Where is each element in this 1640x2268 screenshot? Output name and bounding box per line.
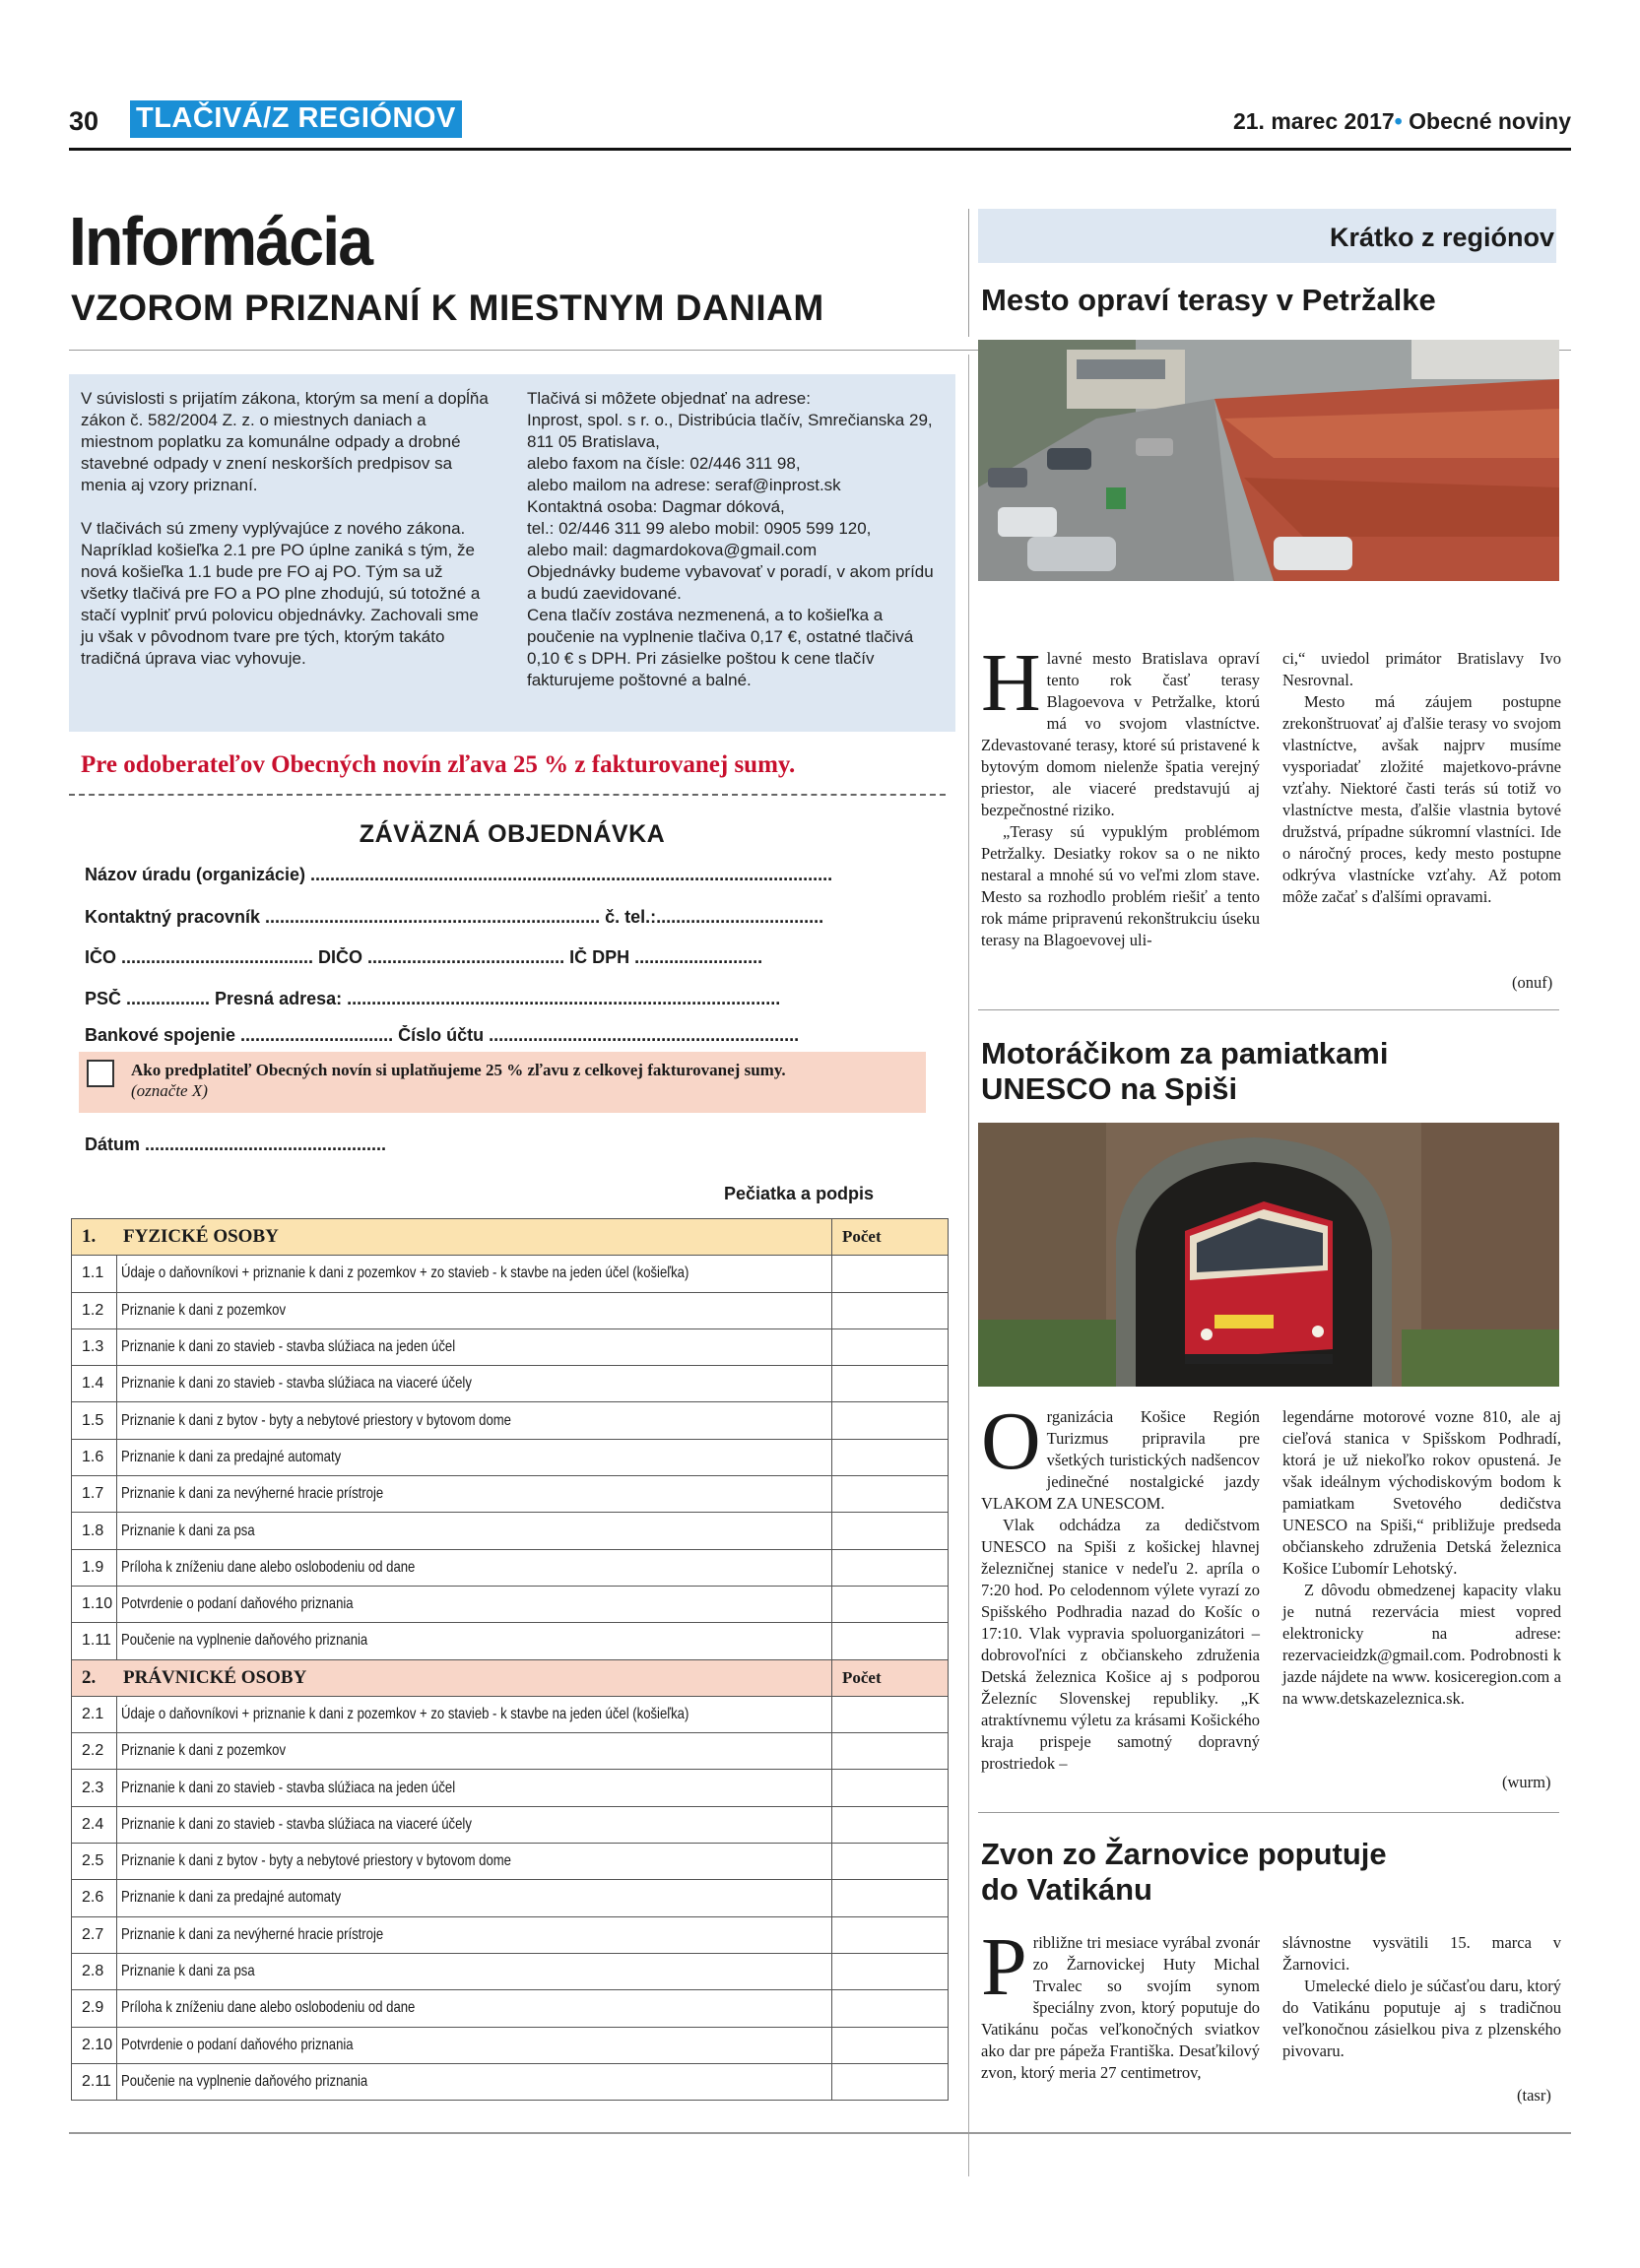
form-description: Potvrdenie o podaní daňového priznania	[121, 1595, 354, 1613]
table-row	[72, 1549, 949, 1586]
count-input[interactable]	[832, 1770, 949, 1806]
form-description-cell	[117, 1880, 832, 1916]
terraces-photo	[978, 340, 1559, 581]
table-row	[72, 1402, 949, 1439]
table-section-header	[72, 1219, 949, 1256]
form-description: Priznanie k dani za nevýherné hracie prístroje	[121, 1925, 384, 1943]
form-description: Priznanie k dani z pozemkov	[121, 1742, 287, 1760]
form-description: Priznanie k dani za predajné automaty	[121, 1889, 342, 1907]
section-number: 2.	[82, 1666, 97, 1688]
order-info-line: Kontaktná osoba: Dagmar dóková,	[527, 497, 785, 516]
article-2-paragraph: Z dôvodu obmedzenej kapacity vlaku je nutná rezervácia miest vopred elektronicky na adrese: rezervacieidzk@gmail.com. Podrobnosti k jazde nájdete na www. kosiceregion.com a na www.detskazeleznica.sk.	[1282, 1581, 1561, 1708]
table-row	[72, 1256, 949, 1292]
count-input[interactable]	[832, 1696, 949, 1732]
article-1-paragraph: Mesto má záujem postupne zrekonštruovať aj ďalšie terasy vo svojom vlastníctve, avšak najprv musíme vysporiadať zložité majetkovo-právne vzťahy. Niektoré časti terás sú totiž vo vlastníctve mesta, ďalšie vlastnia bytové družstvá, prípadne súkromní vlastníci. Ide o náročný proces, kedy mesto postupne odkrýva vlastnícke vzťahy. Až potom môže začať s ďalšími opravami.	[1282, 692, 1561, 906]
order-info-line: Tlačivá si môžete objednať na adrese:	[527, 389, 811, 408]
section-label: TLAČIVÁ/Z REGIÓNOV	[130, 100, 462, 138]
page-number: 30	[69, 106, 99, 136]
article-3-signature: (tasr)	[1517, 2086, 1551, 2105]
form-number: 1.3	[72, 1328, 117, 1365]
header-date: 21. marec 2017	[1232, 108, 1395, 134]
form-description: Priznanie k dani z bytov - byty a nebytové priestory v bytovom dome	[121, 1411, 512, 1429]
article-2-column-1	[981, 1395, 1260, 1775]
article-2-paragraph: legendárne motorové vozne 810, ale aj cieľová stanica v Spišskom Podhradí, ktorá je už niekoľko rokov opustená. Je však ideálnym východiskovým bodom k pamiatkam Svetového dedičstva UNESCO na Spiši,“ približuje predseda občianskeho združenia Detská železnica Košice Ľubomír Lehotský.	[1282, 1407, 1561, 1578]
info-column-2	[527, 388, 946, 691]
section-title-cell	[72, 1219, 832, 1256]
table-row	[72, 1513, 949, 1549]
form-description: Potvrdenie o podaní daňového priznania	[121, 2036, 354, 2053]
count-input[interactable]	[832, 1549, 949, 1586]
address-field[interactable]: PSČ ................. Presná adresa: ........................................................................................	[85, 989, 781, 1008]
article-3-paragraph: ribližne tri mesiace vyrábal zvonár zo Žarnovickej Huty Michal Trvalec so svojím synom špeciálny zvon, ktorý poputuje do Vatikánu počas veľkonočných sviatkov ako dar pre pápeža Františka. Desaťkilový zvon, ktorý meria 27 centimetrov,	[981, 1933, 1260, 2082]
form-number: 1.11	[72, 1623, 117, 1659]
form-number: 2.11	[72, 2063, 117, 2100]
table-row	[72, 1770, 949, 1806]
order-info-line: Inprost, spol. s r. o., Distribúcia tlačív, Smrečianska 29, 811 05 Bratislava,	[527, 411, 933, 451]
order-table	[71, 1218, 949, 2101]
subheadline: VZOROM PRIZNANÍ K MIESTNYM DANIAM	[71, 288, 824, 328]
form-description-cell	[117, 1402, 832, 1439]
count-input[interactable]	[832, 1916, 949, 1953]
form-description: Priznanie k dani za predajné automaty	[121, 1448, 342, 1465]
count-input[interactable]	[832, 1366, 949, 1402]
form-number: 1.1	[72, 1256, 117, 1292]
form-description-cell	[117, 1806, 832, 1843]
form-description-cell	[117, 1256, 832, 1292]
count-input[interactable]	[832, 1328, 949, 1365]
article-3-column-2	[1282, 1932, 1561, 2062]
form-description: Priznanie k dani za nevýherné hracie prístroje	[121, 1485, 384, 1503]
form-number: 1.9	[72, 1549, 117, 1586]
form-description-cell	[117, 1733, 832, 1770]
article-3-title-line-2: do Vatikánu	[981, 1872, 1152, 1907]
table-row	[72, 1586, 949, 1622]
article-2-column-2	[1282, 1406, 1561, 1710]
table-row	[72, 2063, 949, 2100]
count-input[interactable]	[832, 2063, 949, 2100]
table-row	[72, 1623, 949, 1659]
discount-note: Pre odoberateľov Obecných novín zľava 25 % z fakturovanej sumy.	[81, 751, 796, 778]
form-number: 2.5	[72, 1844, 117, 1880]
count-header: Počet	[832, 1219, 949, 1256]
table-row	[72, 1696, 949, 1732]
form-number: 2.10	[72, 2027, 117, 2063]
form-description: Priznanie k dani z bytov - byty a nebytové priestory v bytovom dome	[121, 1852, 512, 1870]
order-info-line: Cena tlačív zostáva nezmenená, a to košieľka a poučenie na vyplnenie tlačiva 0,17 €, ostatné tlačivá 0,10 € s DPH. Pri zásielke poštou k cene tlačív fakturujeme poštovné a balné.	[527, 606, 914, 689]
form-number: 1.2	[72, 1292, 117, 1328]
count-input[interactable]	[832, 1586, 949, 1622]
form-description: Príloha k zníženiu dane alebo oslobodeniu od dane	[121, 1999, 416, 2017]
form-number: 1.5	[72, 1402, 117, 1439]
section-title-cell	[72, 1659, 832, 1696]
form-description: Príloha k zníženiu dane alebo oslobodeniu od dane	[121, 1558, 416, 1576]
form-description-cell	[117, 1586, 832, 1622]
form-description-cell	[117, 1292, 832, 1328]
table-row	[72, 1476, 949, 1513]
headline: Informácia	[69, 203, 372, 280]
table-section-header	[72, 1659, 949, 1696]
count-input[interactable]	[832, 1439, 949, 1475]
column-divider	[968, 355, 969, 2176]
office-name-field[interactable]: Názov úradu (organizácie) ..........................................................................................................	[85, 865, 833, 884]
article-2-title-line-1: Motoráčikom za pamiatkami	[981, 1036, 1389, 1070]
count-input[interactable]	[832, 1402, 949, 1439]
table-row	[72, 1844, 949, 1880]
form-description-cell	[117, 1476, 832, 1513]
article-2-title-line-2: UNESCO na Spiši	[981, 1071, 1238, 1106]
header-dot: •	[1394, 108, 1403, 134]
form-description-cell	[117, 2027, 832, 2063]
form-description-cell	[117, 1770, 832, 1806]
count-header: Počet	[832, 1659, 949, 1696]
form-number: 2.8	[72, 1953, 117, 1989]
form-number: 1.10	[72, 1586, 117, 1622]
footer-rule	[69, 2132, 1571, 2134]
form-description: Priznanie k dani zo stavieb - stavba slúžiaca na viaceré účely	[121, 1375, 473, 1393]
article-1-column-1	[981, 637, 1260, 951]
order-info-line: tel.: 02/446 311 99 alebo mobil: 0905 599 120,	[527, 519, 872, 538]
count-input[interactable]	[832, 1990, 949, 2027]
count-input[interactable]	[832, 1623, 949, 1659]
header-dateline	[1233, 108, 1571, 135]
order-info-line: alebo mailom na adrese: seraf@inprost.sk	[527, 476, 841, 494]
form-description-cell	[117, 1696, 832, 1732]
cut-line	[69, 794, 946, 796]
order-info-line: alebo mail: dagmardokova@gmail.com	[527, 541, 818, 559]
article-2-paragraph: rganizácia Košice Región Turizmus pripravila pre všetkých turistických nadšencov jedinečné nostalgické jazdy VLAKOM ZA UNESCOM.	[981, 1407, 1260, 1513]
form-description-cell	[117, 1844, 832, 1880]
info-box	[69, 374, 955, 732]
count-input[interactable]	[832, 2027, 949, 2063]
form-description-cell	[117, 1916, 832, 1953]
article-1-dropcap: H	[981, 637, 1041, 729]
stamp-signature-label: Pečiatka a podpis	[724, 1184, 875, 1203]
column-divider-top	[968, 209, 969, 337]
form-number: 2.2	[72, 1733, 117, 1770]
count-input[interactable]	[832, 1733, 949, 1770]
bank-account-field[interactable]: Bankové spojenie ............................... Číslo účtu ...............................................................	[85, 1025, 800, 1045]
ico-dic-field[interactable]: IČO ....................................... DIČO ........................................ IČ DPH ..........................	[85, 947, 763, 967]
section-title: FYZICKÉ OSOBY	[123, 1226, 279, 1248]
count-input[interactable]	[832, 1513, 949, 1549]
form-description: Priznanie k dani zo stavieb - stavba slúžiaca na viaceré účely	[121, 1815, 473, 1833]
form-number: 1.6	[72, 1439, 117, 1475]
form-number: 1.7	[72, 1476, 117, 1513]
form-description: Poučenie na vyplnenie daňového priznania	[121, 1632, 368, 1650]
order-info-line: alebo faxom na čísle: 02/446 311 98,	[527, 454, 801, 473]
form-description-cell	[117, 1328, 832, 1365]
article-1-title: Mesto opraví terasy v Petržalke	[981, 283, 1436, 317]
article-1-paragraph: lavné mesto Bratislava opraví tento rok časť terasy Blagoevova v Petržalke, ktorú má vo svojom vlastníctve. Zdevastované terasy, ktoré sú pristavené k bytovým domom nielenže špatia verejný priestor, ale viaceré predstavujú aj bezpečnostné riziko.	[981, 649, 1260, 819]
form-number: 1.8	[72, 1513, 117, 1549]
form-description-cell	[117, 1366, 832, 1402]
form-description: Priznanie k dani z pozemkov	[121, 1301, 287, 1319]
article-divider	[978, 1009, 1559, 1010]
article-3-paragraph: slávnostne vysvätili 15. marca v Žarnovici.	[1282, 1933, 1561, 1974]
contact-person-field[interactable]: Kontaktný pracovník .................................................................... č. tel.:..................................	[85, 907, 824, 927]
article-1-column-2	[1282, 648, 1561, 908]
form-description: Poučenie na vyplnenie daňového priznania	[121, 2072, 368, 2090]
table-row	[72, 1880, 949, 1916]
count-input[interactable]	[832, 1880, 949, 1916]
article-3-column-1	[981, 1921, 1260, 2084]
form-description: Priznanie k dani zo stavieb - stavba slúžiaca na jeden účel	[121, 1779, 456, 1796]
section-title: PRÁVNICKÉ OSOBY	[123, 1666, 307, 1688]
subscriber-checkbox-note: (označte X)	[131, 1081, 208, 1100]
form-number: 1.4	[72, 1366, 117, 1402]
table-row	[72, 1328, 949, 1365]
form-description-cell	[117, 1623, 832, 1659]
table-row	[72, 1990, 949, 2027]
train-tunnel-photo	[978, 1123, 1559, 1387]
article-3-dropcap: P	[981, 1921, 1027, 2013]
header-paper-name: Obecné noviny	[1409, 108, 1571, 134]
subscriber-checkbox-label: Ako predplatiteľ Obecných novín si uplatňujeme 25 % zľavu z celkovej fakturovanej sumy.	[131, 1061, 786, 1079]
form-description-cell	[117, 1439, 832, 1475]
table-row	[72, 2027, 949, 2063]
form-description-cell	[117, 2063, 832, 2100]
form-number: 2.6	[72, 1880, 117, 1916]
article-1-paragraph: ci,“ uviedol primátor Bratislavy Ivo Nesrovnal.	[1282, 649, 1561, 689]
count-input[interactable]	[832, 1806, 949, 1843]
table-row	[72, 1916, 949, 1953]
form-number: 2.7	[72, 1916, 117, 1953]
article-1-paragraph: „Terasy sú vypuklým problémom Petržalky. Desiatky rokov sa o ne nikto nestaral a mnohé sú vo veľmi zlom stave. Mesto sa rozhodlo problém riešiť a tento rok máme pripravenú rekonštrukciu úseku terasy na Blagoevovej uli-	[981, 822, 1260, 949]
header-rule	[69, 148, 1571, 151]
form-description-cell	[117, 1513, 832, 1549]
section-number: 1.	[82, 1226, 97, 1248]
article-3-title-line-1: Zvon zo Žarnovice poputuje	[981, 1837, 1387, 1871]
article-1-signature: (onuf)	[1512, 973, 1553, 992]
form-description: Údaje o daňovníkovi + priznanie k dani z pozemkov + zo stavieb - k stavbe na jeden účel (košieľka)	[121, 1264, 689, 1282]
rubric-title: Krátko z regiónov	[1329, 223, 1554, 252]
form-number: 2.9	[72, 1990, 117, 2027]
article-divider	[978, 1812, 1559, 1813]
form-number: 2.1	[72, 1696, 117, 1732]
table-row	[72, 1953, 949, 1989]
form-description-cell	[117, 1990, 832, 2027]
form-description: Údaje o daňovníkovi + priznanie k dani z pozemkov + zo stavieb - k stavbe na jeden účel (košieľka)	[121, 1706, 689, 1722]
form-description-cell	[117, 1549, 832, 1586]
article-3-paragraph: Umelecké dielo je súčasťou daru, ktorý do Vatikánu poputuje aj s tradičnou veľkonočnou zásielkou piva z plzenského pivovaru.	[1282, 1976, 1561, 2060]
form-description: Priznanie k dani za psa	[121, 1522, 255, 1539]
article-2-dropcap: O	[981, 1395, 1041, 1487]
table-row	[72, 1806, 949, 1843]
info-paragraph: V tlačivách sú zmeny vyplývajúce z nového zákona. Napríklad košieľka 2.1 pre PO úplne zaniká s tým, že nová košieľka 1.1 bude pre FO aj PO. Tým sa už všetky tlačivá pre FO a PO plne zhodujú, sú totožné a stačí vyplniť prvú polovicu objednávky. Zachovali sme ju však v pôvodnom tvare pre tých, ktorým takáto tradičná úprava viac vyhovuje.	[81, 519, 481, 668]
subscriber-checkbox[interactable]	[87, 1060, 114, 1087]
form-number: 2.3	[72, 1770, 117, 1806]
count-input[interactable]	[832, 1844, 949, 1880]
table-row	[72, 1439, 949, 1475]
form-description-cell	[117, 1953, 832, 1989]
count-input[interactable]	[832, 1476, 949, 1513]
count-input[interactable]	[832, 1953, 949, 1989]
order-form-title: ZÁVÄZNÁ OBJEDNÁVKA	[359, 820, 666, 848]
count-input[interactable]	[832, 1256, 949, 1292]
table-row	[72, 1366, 949, 1402]
form-description: Priznanie k dani zo stavieb - stavba slúžiaca na jeden účel	[121, 1338, 456, 1356]
form-description: Priznanie k dani za psa	[121, 1963, 255, 1980]
info-column-1	[81, 388, 494, 670]
count-input[interactable]	[832, 1292, 949, 1328]
order-info-line: Objednávky budeme vybavovať v poradí, v akom prídu a budú zaevidované.	[527, 562, 934, 603]
table-row	[72, 1733, 949, 1770]
article-2-signature: (wurm)	[1502, 1773, 1551, 1791]
table-row	[72, 1292, 949, 1328]
form-number: 2.4	[72, 1806, 117, 1843]
article-2-paragraph: Vlak odchádza za dedičstvom UNESCO na Spiši z košickej hlavnej železničnej stanice v nedeľu 2. apríla o 7:20 hod. Po celodennom výlete vyrazí zo Spišského Podhradia nazad do Košíc o 17:10. Vlak vypravia spoluorganizátori – dobrovoľníci z občianskeho združenia Detská železnica Košice aj s podporou Železníc Slovenskej republiky. „K atraktívnemu výletu za krásami Košického kraja prispeje samotný dopravný prostriedok –	[981, 1516, 1260, 1773]
info-paragraph: V súvislosti s prijatím zákona, ktorým sa mení a dopĺňa zákon č. 582/2004 Z. z. o miestnych daniach a miestnom poplatku za komunálne odpady a drobné stavebné odpady v znení neskorších predpisov sa menia aj vzory priznaní.	[81, 389, 489, 494]
date-field[interactable]: Dátum .................................................	[85, 1134, 387, 1154]
